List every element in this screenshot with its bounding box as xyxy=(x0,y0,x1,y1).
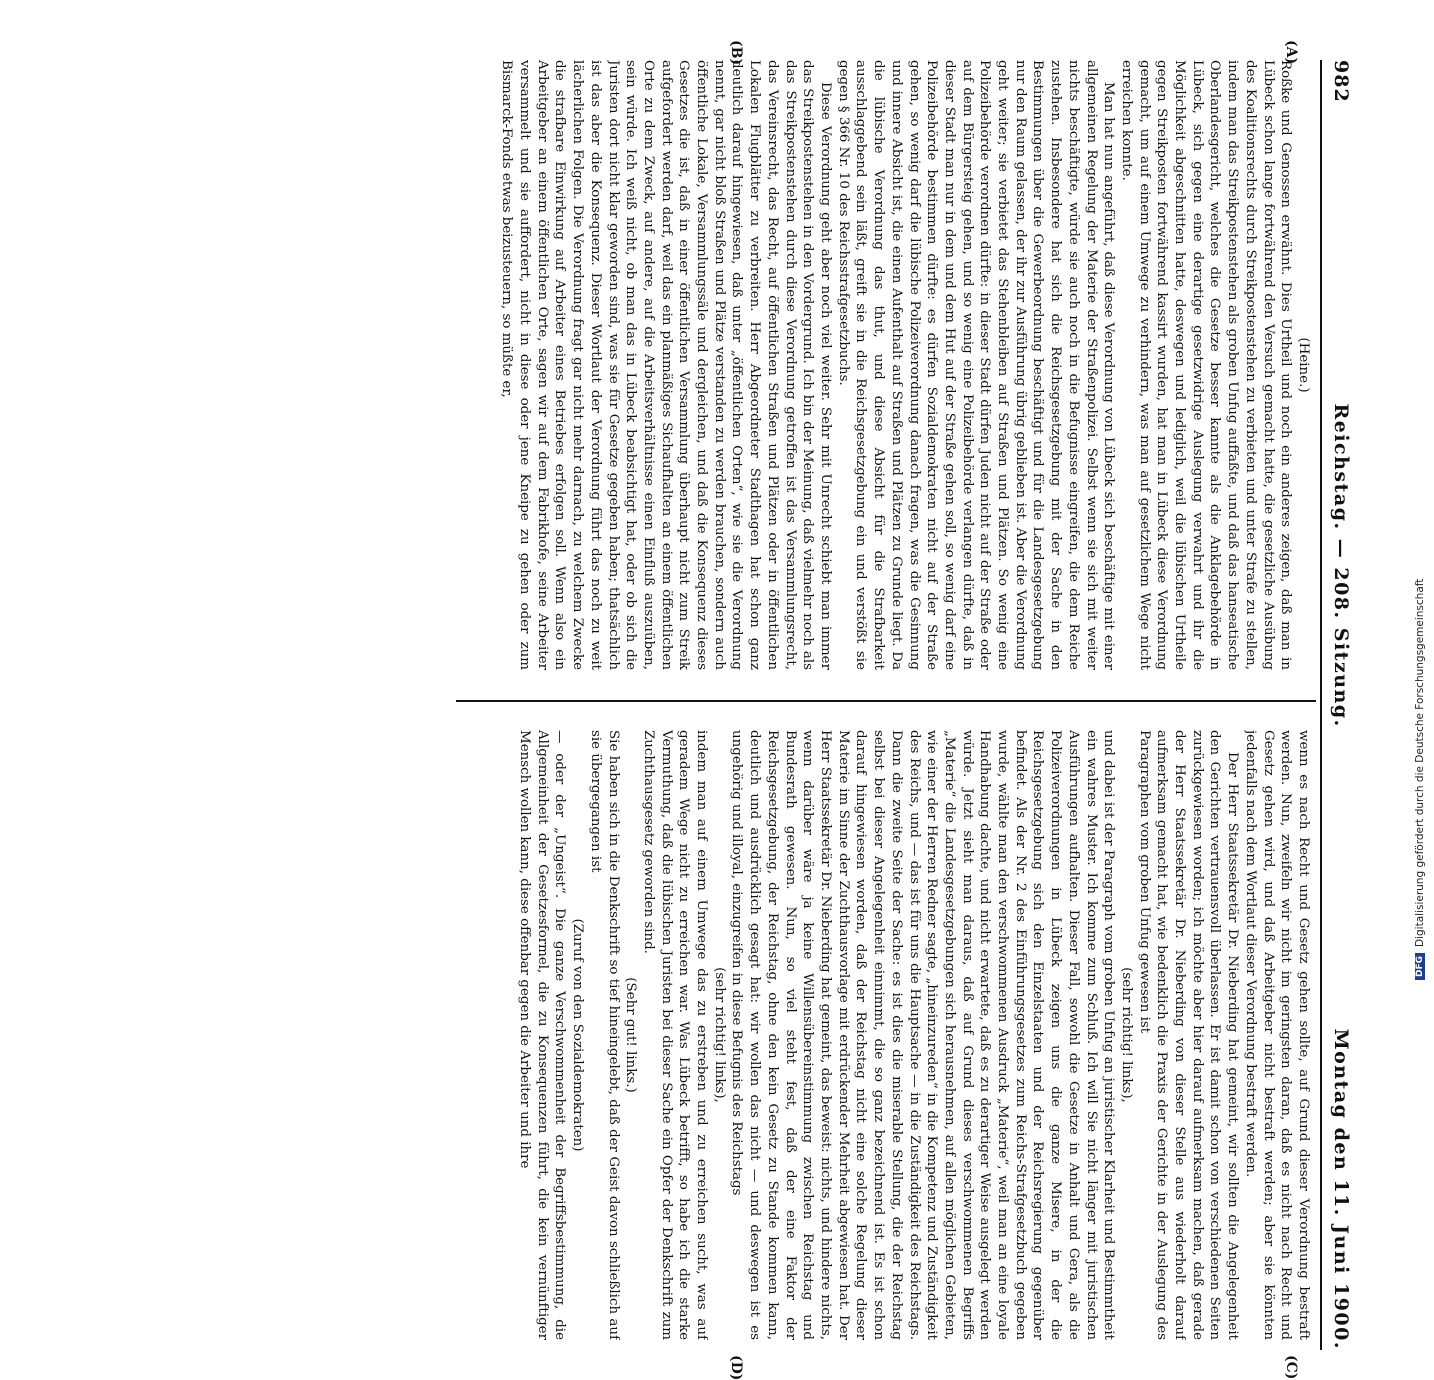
speaker-line: (Heine.) xyxy=(1296,337,1311,393)
dfg-logo: DFG xyxy=(1415,953,1425,980)
interjection: (sehr richtig! links), xyxy=(1118,967,1134,1103)
paragraph: Diese Verordnung geht aber noch viel weiter. Sehr mit Unrecht schiebt man immer das Streikpostenstehen in den Vordergrund. Ich bin der Meinung, daß vielmehr noch als das Streikpostenstehen durch diese Verordnung getroffen ist das Versammlungsrecht, das Vereinsrecht, das Recht, auf öffentlichen Straßen und Plätzen oder in öffentlichen Lokalen Flugblätter zu verbreiten. Herr Abgeordneter Stadthagen hat schon ganz deutlich darauf hingewiesen, daß unter „öffentlichen Orten“, wie sie die Verordnung nennt, gar nicht bloß Straßen und Plätze verstanden zu werden brauchen, sondern auch öffentliche Lokale, Versammlungssäle und dergleichen, und daß die Konsequenz dieses Gesetzes die ist, daß in einer öffentlichen Versammlung überhaupt nicht zum Streik aufgefordert werden darf, weil das ein planmäßiges Sichaufhalten an einem öffentlichen Orte zu dem Zweck, auf andere, auf die Arbeitsverhältnisse einen Einfluß auszuüben, sein würde. Ich weiß nicht, ob man das in Lübeck beabsichtigt hat, oder ob sich die Juristen dort nicht klar geworden sind, was sie für Gesetze gegeben haben; thatsächlich ist das aber die Konsequenz. Dieser Wortlaut der Verordnung führt das noch zu weit lächerlichen Folgen. Die Verordnung fragt gar nicht mehr darnach, zu welchem Zwecke die strafbare Einwirkung auf Arbeiter eines Betriebes erfolgen soll. Wenn also ein Arbeitgeber an einem öffentlichen Orte, sagen wir auf dem Fabrikhofe, seine Arbeiter versammelt und sie auffordert, nicht in diese oder jene Kneipe zu gehen oder zum Bismarck-Fonds etwas beizusteuern, so müßte er, xyxy=(499,60,834,670)
paragraph: wenn es nach Recht und Gesetz gehen sollte, auf Grund dieser Verordnung bestraft werden. Nun, zweifeln wir nicht im geringsten daran, daß es nicht nach Recht und Gesetz gehen wird, und daß Arbeitgeber nicht bestraft werden; aber sie könnten jedenfalls nach dem Wortlaut dieser Verordnung bestraft werden. xyxy=(1242,730,1311,1340)
paragraph: indem man auf einem Umwege das zu erstreben und zu erreichen sucht, was auf geradem Wege nicht zu erreichen war. Was Lübeck betrifft, so habe ich die starke Vermuthung, daß die lübischen Juristen bei dieser Sache ein Opfer der Denkschrift zum Zuchthausgesetz geworden sind. xyxy=(640,730,710,1340)
interjection: (sehr richtig! links), xyxy=(711,967,727,1103)
running-header xyxy=(1326,60,1356,1350)
header-rule xyxy=(1320,60,1322,1350)
margin-mark-a: (A) xyxy=(1283,40,1299,65)
paragraph: Sie haben sich in die Denkschrift so tief hineingelebt, daß der Geist davon schließlich auf sie übergegangen ist xyxy=(587,730,621,1340)
right-column xyxy=(462,730,1312,1340)
paragraph: Der Herr Staatssekretär Dr. Nieberding hat gemeint, wir sollten die Angelegenheit den Gerichten vertrauensvoll überlassen. Er ist damit schon von verschiedenen Seiten zurückgewiesen worden; ich möchte aber hier darauf aufmerksam machen, daß gerade der Herr Staatssekretär Dr. Nieberding von dieser Stelle aus wiederholt darauf aufmerksam gemacht hat, wie bedenklich die Praxis der Gerichte in der Auslegung des Paragraphen vom groben Unfug gewesen ist xyxy=(1136,730,1241,1340)
interjection: (Sehr gut! links.) xyxy=(623,977,639,1093)
margin-mark-b: (B) xyxy=(728,40,744,66)
side-credit-text: Digitalisierung gefördert durch die Deutsche Forschungsgemeinschaft xyxy=(1414,578,1426,947)
interjection: (Zuruf von den Sozialdemokraten) xyxy=(570,918,586,1152)
paragraph: und dabei ist der Paragraph vom groben Unfug an juristischer Klarheit und Bestimmtheit ein wahres Muster. Ich komme zum Schluß. Ich will Sie nicht länger mit juristischen Ausführungen aufhalten. Dieser Fall, sowohl die Gesetze in Anhalt und Gera, als die Polizeiverordnungen in Lübeck zeigen uns die ganze Misere, in der die Reichsgesetzgebung sich den Einzelstaaten und der Reichsregierung gegenüber befindet. Als der Nr. 2 des Einführungsgesetzes zum Reichs-Strafgesetzbuch gegeben wurde, wählte man den verschwommenen Ausdruck „Materie“, weil man an eine loyale Handhabung dachte, und nicht erwartete, daß es zu derartiger Weise ausgelegt werden würde. Jetzt sieht man daraus, daß auf Grund dieses verschwommenen Begriffs „Materie“ die Landesgesetzgebungen sich herausnehmen, auf allen möglichen Gebieten, wie einer der Herren Redner sagte, „hineinzureden“ in die Kompetenz und Zuständigkeit des Reichs, und — das ist für uns die Hauptsache — in die Zuständigkeit des Reichstags. Dann die zweite Seite der Sache: es ist dies die miserable Stellung, die der Reichstag selbst bei dieser Angelegenheit einnimmt, die so ganz bezeichnend ist. Es ist schon darauf hingewiesen worden, daß der Reichstag nicht eine solche Regelung dieser Materie im Sinne der Zuchthausvorlage mit erdrückender Mehrheit abgewiesen hat. Der Herr Staatssekretär Dr. Nieberding hat gemeint, das beweist: nichts, und hindere nichts, wenn darüber wäre ja keine Willensübereinstimmung zwischen Reichstag und Bundesrath gewesen. Nun, so viel steht fest, daß der eine Faktor der Reichsgesetzgebung, der Reichstag, ohne den kein Gesetz zu Stande kommen kann, deutlich und ausdrücklich gesagt hat: wir wollen das nicht — und deswegen ist es ungehörig und illoyal, einzugreifen in diese Befugnis des Reichstags xyxy=(729,730,1117,1340)
paragraph: — oder der „Ungeist“. Die ganze Verschwommenheit der Begriffsbestimmung, die Allgemeinheit der Gesetzesformel, die zu Konsequenzen führt, die kein vernünftiger Mensch wollen kann, diese offenbar gegen die Arbeiter und ihre xyxy=(517,730,568,1340)
side-credit xyxy=(1410,0,1430,980)
paragraph: Man hat nun angeführt, daß diese Verordnung von Lübeck sich beschäftige mit einer allgemeinen Regelung der Materie der Straßenpolizei. Selbst wenn sie sich mit weiter nichts beschäftigte, würde sie auch noch in die Befugnisse eingreifen, die dem Reiche zustehen. Insbesondere hat sich die Reichsgesetzgebung mit der Sache in den Bestimmungen über die Gewerbeordnung beschäftigt und für die Landesgesetzgebung nur den Raum gelassen, der ihr zur Ausführung übrig geblieben ist. Aber die Verordnung geht weiter; sie verbietet das Stehenbleiben auf Straßen und Plätzen. So wenig eine Polizeibehörde verordnen dürfte: in dieser Stadt dürfen Juden nicht auf der Straße oder auf dem Bürgersteig gehen, und so wenig eine Polizeibehörde verlangen dürfte, daß in dieser Stadt man nur in dem und dem Hut auf der Straße gehen soll, so wenig darf eine Polizeibehörde bestimmen dürfte: es dürfen Sozialdemokraten nicht auf der Straße gehen, so wenig darf die lübische Polizeiverordnung danach fragen, was die Gesinnung und innere Absicht ist, die einen Aufenthalt auf Straßen und Plätzen zu Grunde liegt. Da die lübische Verordnung das thut, und diese Absicht für die Strafbarkeit ausschlaggebend sein läßt, greift sie in die Reichsgesetzgebung ein und verstößt sie gegen § 366 Nr. 10 des Reichsstrafgesetzbuchs. xyxy=(835,60,1117,670)
header-date: Montag den 11. Juni 1900. xyxy=(1330,1028,1352,1350)
column-divider xyxy=(456,700,1316,702)
margin-mark-d: (D) xyxy=(728,1355,744,1380)
left-column xyxy=(462,60,1312,670)
page-number: 982 xyxy=(1330,60,1352,103)
header-title: Reichstag. — 208. Sitzung. xyxy=(1330,403,1352,728)
paragraph: Roßke und Genossen erwähnt. Dies Urtheil und noch ein anderes zeigen, daß man in Lübeck schon lange fortwährend den Versuch gemacht hatte, die gesetzliche Ausübung des Koalitionsrechts durch Streikpostenstehen zu verbieten und unter Strafe zu stellen, indem man das Streikpostenstehen als groben Unfug auffaßte, und daß das hanseatische Oberlandesgericht, welches die Gesetze besser kannte als die Anklagebehörde in Lübeck, sich gegen eine derartige gesetzwidrige Auslegung verwahrt und ihr die Möglichkeit abgeschnitten hatte, deswegen und lediglich, weil die lübischen Urtheile gegen Streikposten fortwährend kassirt wurden, hat man in Lübeck diese Verordnung gemacht, um auf einem Umwege zu verhindern, was man auf gesetzlichem Wege nicht erreichen konnte. xyxy=(1118,60,1294,670)
margin-mark-c: (C) xyxy=(1283,1355,1299,1380)
